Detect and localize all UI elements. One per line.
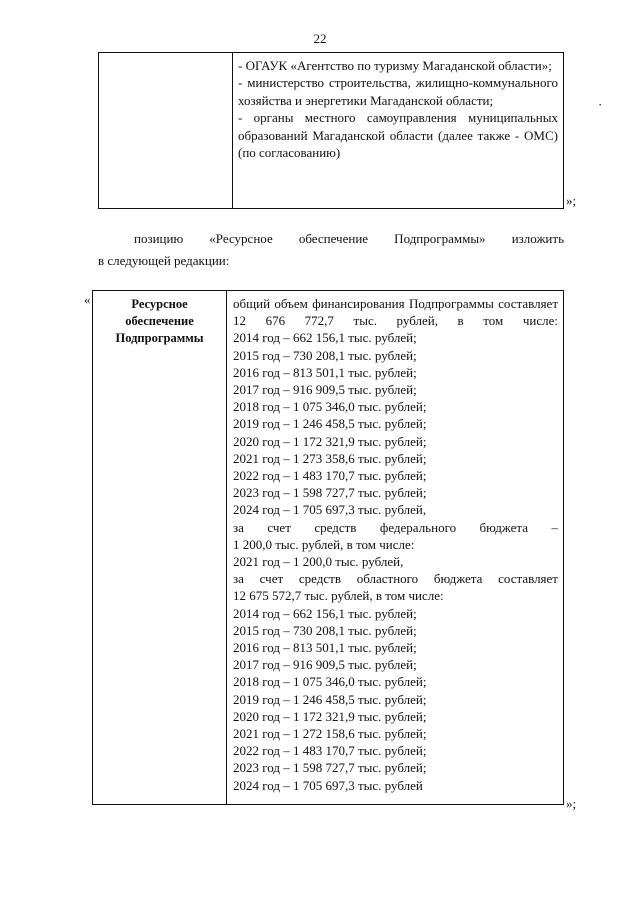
opening-quote: « [84, 292, 91, 307]
total-year-row: 2018 год – 1 075 346,0 тыс. рублей; [233, 399, 427, 415]
funding-intro: общий объем финансирования Подпрограммы составляет 12 676 772,7 тыс. рублей, в том числе: [233, 296, 558, 329]
responsible-executors-cell [238, 57, 558, 161]
regional-year-row: 2017 год – 916 909,5 тыс. рублей; [233, 657, 417, 673]
executor-item: - министерство строительства, жилищно-коммунального хозяйства и энергетики Магаданской области; [238, 75, 558, 108]
table-column-divider [226, 291, 227, 804]
top-continuation-table [98, 52, 564, 209]
total-year-row: 2024 год – 1 705 697,3 тыс. рублей, [233, 502, 427, 518]
federal-year-row: 2021 год – 1 200,0 тыс. рублей, [233, 554, 404, 570]
federal-budget-amount: 1 200,0 тыс. рублей, в том числе: [233, 536, 415, 552]
regional-year-row: 2014 год – 662 156,1 тыс. рублей; [233, 605, 417, 621]
closing-quote: »; [566, 193, 577, 208]
instruction-paragraph [98, 228, 564, 272]
executor-item: - органы местного самоуправления муниципальных образований Магаданской области (далее также - ОМС) (по согласованию) [238, 110, 558, 161]
resource-heading [93, 296, 226, 347]
total-year-row: 2014 год – 662 156,1 тыс. рублей; [233, 330, 417, 346]
paragraph-line: в следующей редакции: [98, 253, 230, 268]
total-year-row: 2020 год – 1 172 321,9 тыс. рублей; [233, 433, 427, 449]
regional-year-row: 2023 год – 1 598 727,7 тыс. рублей; [233, 760, 427, 776]
total-year-row: 2016 год – 813 501,1 тыс. рублей; [233, 364, 417, 380]
heading-line: Ресурсное [131, 297, 188, 311]
regional-year-row: 2018 год – 1 075 346,0 тыс. рублей; [233, 674, 427, 690]
regional-year-row: 2024 год – 1 705 697,3 тыс. рублей [233, 777, 423, 793]
closing-quote: »; [566, 796, 577, 811]
page-number: 22 [313, 31, 327, 46]
total-year-row: 2015 год – 730 208,1 тыс. рублей; [233, 347, 417, 363]
funding-details [233, 295, 558, 794]
regional-year-row: 2016 год – 813 501,1 тыс. рублей; [233, 640, 417, 656]
paragraph-line: позицию «Ресурсное обеспечение Подпрограммы» изложить [134, 231, 564, 246]
total-year-row: 2021 год – 1 273 358,6 тыс. рублей; [233, 450, 427, 466]
table-column-divider [232, 53, 233, 208]
total-year-row: 2023 год – 1 598 727,7 тыс. рублей; [233, 485, 427, 501]
regional-budget-line: за счет средств областного бюджета составляет [233, 571, 558, 587]
heading-line: Подпрограммы [115, 331, 204, 345]
federal-budget-line: за счет средств федерального бюджета – [233, 519, 558, 535]
total-year-row: 2022 год – 1 483 170,7 тыс. рублей; [233, 468, 427, 484]
stray-mark: · [598, 97, 603, 112]
regional-year-row: 2019 год – 1 246 458,5 тыс. рублей; [233, 691, 427, 707]
heading-line: обеспечение [125, 314, 194, 328]
total-year-row: 2017 год – 916 909,5 тыс. рублей; [233, 382, 417, 398]
regional-year-row: 2021 год – 1 272 158,6 тыс. рублей; [233, 726, 427, 742]
total-year-row: 2019 год – 1 246 458,5 тыс. рублей; [233, 416, 427, 432]
regional-year-row: 2020 год – 1 172 321,9 тыс. рублей; [233, 708, 427, 724]
regional-year-row: 2022 год – 1 483 170,7 тыс. рублей; [233, 743, 427, 759]
regional-year-row: 2015 год – 730 208,1 тыс. рублей; [233, 622, 417, 638]
regional-budget-amount: 12 675 572,7 тыс. рублей, в том числе: [233, 588, 444, 604]
resource-table [92, 290, 564, 805]
executor-item: - ОГАУК «Агентство по туризму Магаданской области»; [238, 58, 552, 73]
